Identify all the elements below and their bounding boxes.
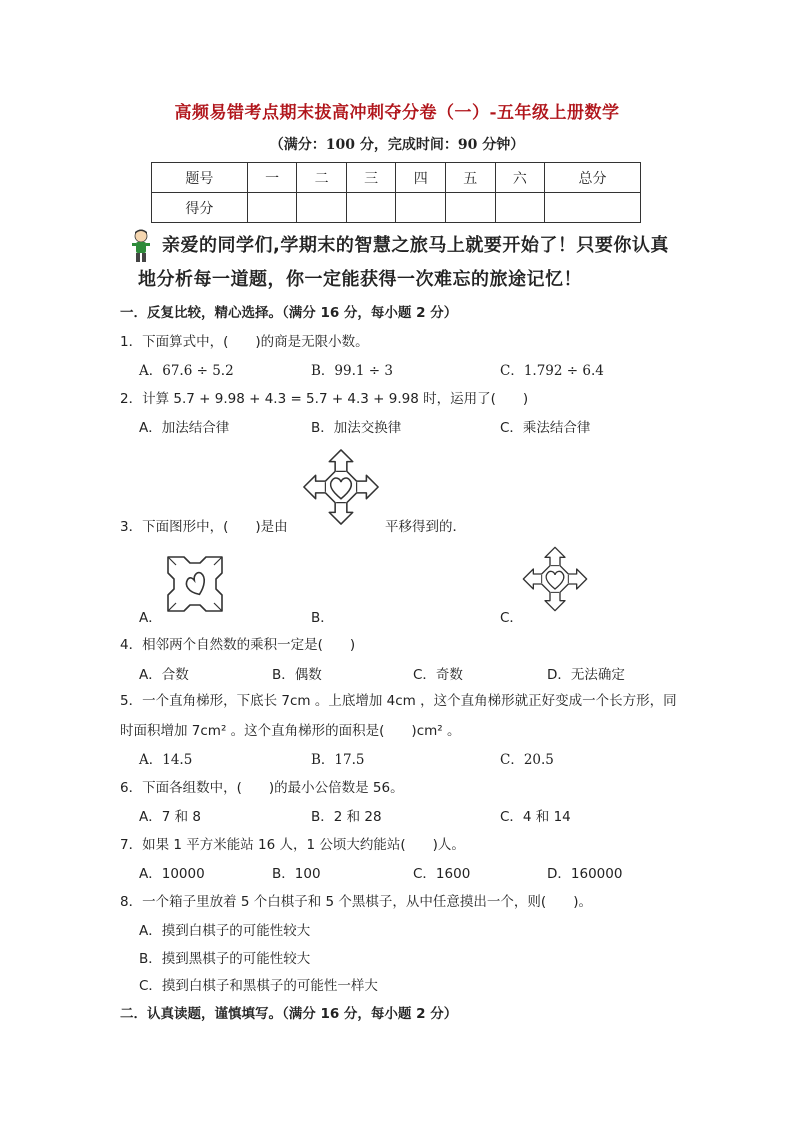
- score-table-header-row: [152, 163, 641, 193]
- score-cell[interactable]: [247, 193, 297, 223]
- score-cell[interactable]: [446, 193, 496, 223]
- q8-option-c[interactable]: C．摸到白棋子和黑棋子的可能性一样大: [139, 978, 378, 994]
- score-table-score-row: [152, 193, 641, 223]
- score-cell[interactable]: [346, 193, 396, 223]
- q2-option-b[interactable]: B．加法交换律: [311, 420, 402, 436]
- score-header-cell: 二: [297, 163, 347, 193]
- score-row-label: 得分: [152, 193, 248, 223]
- q1-option-a[interactable]: A．67.6 ÷ 5.2: [139, 363, 234, 379]
- q6-option-c[interactable]: C．4 和 14: [500, 809, 571, 825]
- page-subtitle: （满分：100 分，完成时间：90 分钟）: [269, 137, 525, 153]
- question-7-stem: 7．如果 1 平方米能站 16 人，1 公顷大约能站( )人。: [120, 837, 465, 853]
- q2-option-c[interactable]: C．乘法结合律: [500, 420, 591, 436]
- q5-option-b[interactable]: B．17.5: [311, 752, 365, 768]
- score-header-cell: 题号: [152, 163, 248, 193]
- score-header-cell: 总分: [545, 163, 641, 193]
- q1-option-b[interactable]: B．99.1 ÷ 3: [311, 363, 393, 379]
- q1-option-c[interactable]: C．1.792 ÷ 6.4: [500, 363, 604, 379]
- score-cell[interactable]: [396, 193, 446, 223]
- q3-reference-shape: [300, 446, 382, 528]
- question-4-stem: 4．相邻两个自然数的乘积一定是( ): [120, 637, 356, 653]
- q6-option-a[interactable]: A．7 和 8: [139, 809, 201, 825]
- score-header-cell: 一: [247, 163, 297, 193]
- q8-option-a[interactable]: A．摸到白棋子的可能性较大: [139, 923, 311, 939]
- question-6-stem: 6．下面各组数中，( )的最小公倍数是 56。: [120, 780, 404, 796]
- question-8-stem: 8．一个箱子里放着 5 个白棋子和 5 个黑棋子，从中任意摸出一个，则( )。: [120, 894, 592, 910]
- q7-option-c[interactable]: C．1600: [413, 866, 471, 882]
- question-1-stem: 1．下面算式中，( )的商是无限小数。: [120, 334, 369, 350]
- score-table: [151, 162, 641, 223]
- score-header-cell: 三: [346, 163, 396, 193]
- q4-option-d[interactable]: D．无法确定: [547, 667, 625, 683]
- q5-option-a[interactable]: A．14.5: [139, 752, 193, 768]
- score-cell[interactable]: [297, 193, 347, 223]
- score-cell[interactable]: [545, 193, 641, 223]
- q6-option-b[interactable]: B．2 和 28: [311, 809, 382, 825]
- intro-line-2: 地分析每一道题，你一定能获得一次难忘的旅途记忆！: [138, 269, 582, 290]
- score-header-cell: 五: [446, 163, 496, 193]
- question-3-stem-post: 平移得到的．: [385, 519, 466, 535]
- section-1-title: 一．反复比较，精心选择。（满分 16 分，每小题 2 分）: [120, 305, 458, 321]
- q4-option-c[interactable]: C．奇数: [413, 667, 463, 683]
- question-2-stem: 2．计算 5.7 + 9.98 + 4.3 = 5.7 + 4.3 + 9.98 时，运用了( ): [120, 391, 529, 407]
- q4-option-a[interactable]: A．合数: [139, 667, 189, 683]
- student-mascot-icon: [128, 228, 154, 264]
- score-cell[interactable]: [495, 193, 545, 223]
- q7-option-d[interactable]: D．160000: [547, 866, 623, 882]
- q3-option-c-shape[interactable]: [520, 544, 590, 614]
- score-header-cell: 六: [495, 163, 545, 193]
- intro-line-1: 亲爱的同学们,学期末的智慧之旅马上就要开始了！只要你认真: [162, 235, 669, 256]
- q5-option-c[interactable]: C．20.5: [500, 752, 554, 768]
- page-title: 高频易错考点期末拔高冲刺夺分卷（一）-五年级上册数学: [174, 103, 620, 123]
- q8-option-b[interactable]: B．摸到黑棋子的可能性较大: [139, 951, 311, 967]
- q3-option-b[interactable]: B．: [311, 610, 334, 626]
- question-5-stem-line-2: 时面积增加 7cm² 。这个直角梯形的面积是( )cm² 。: [120, 723, 461, 739]
- question-5-stem-line-1: 5．一个直角梯形，下底长 7cm 。上底增加 4cm ，这个直角梯形就正好变成一个长方形，同: [120, 693, 677, 709]
- q7-option-a[interactable]: A．10000: [139, 866, 205, 882]
- question-3-stem-pre: 3．下面图形中，( )是由: [120, 519, 288, 535]
- score-header-cell: 四: [396, 163, 446, 193]
- q7-option-b[interactable]: B．100: [272, 866, 321, 882]
- section-2-title: 二．认真读题，谨慎填写。（满分 16 分，每小题 2 分）: [120, 1006, 458, 1022]
- q3-option-c[interactable]: C．: [500, 610, 523, 626]
- q2-option-a[interactable]: A．加法结合律: [139, 420, 230, 436]
- q4-option-b[interactable]: B．偶数: [272, 667, 322, 683]
- q3-option-a-shape[interactable]: [164, 553, 226, 615]
- q3-option-a[interactable]: A．: [139, 610, 162, 626]
